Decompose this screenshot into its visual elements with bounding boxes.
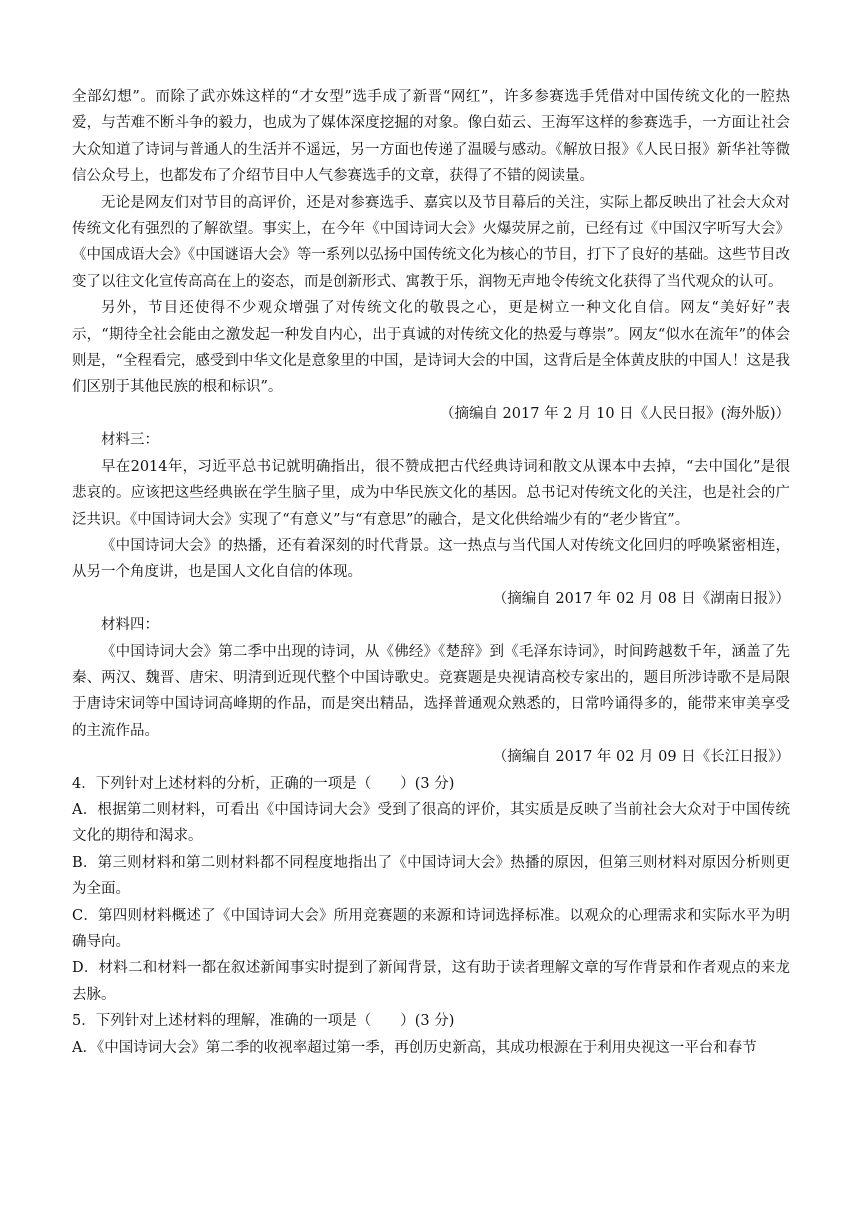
material3-para2: 《中国诗词大会》的热播，还有着深刻的时代背景。这一热点与当代国人对传统文化回归的呼唤紧密相连，从另一个角度讲，也是国人文化自信的体现。: [72, 537, 790, 581]
question-4-option-b: B．第三则材料和第二则材料都不同程度地指出了《中国诗词大会》热播的原因，但第三则材料对原因分析则更为全面。: [72, 854, 790, 898]
question-4-option-c: C．第四则材料概述了《中国诗词大会》所用竞赛题的来源和诗词选择标准。以观众的心理需求和实际水平为明确导向。: [72, 907, 790, 950]
question-4-option-a: A．根据第二则材料，可看出《中国诗词大会》受到了很高的评价，其实质是反映了当前社会大众对于中国传统文化的期待和渴求。: [72, 801, 790, 845]
question-4-option-d: D．材料二和材料一都在叙述新闻事实时提到了新闻背景，这有助于读者理解文章的写作背景和作者观点的来龙去脉。: [72, 960, 790, 1003]
material4-source: （摘编自 2017 年 02 月 09 日《长江日报》）: [492, 749, 790, 766]
document-page: [72, 84, 790, 1061]
question-4-stem: 4．下列针对上述材料的分析，正确的一项是（ ）(3 分): [72, 775, 455, 792]
material4-label: 材料四：: [101, 617, 159, 634]
material4-para1: 《中国诗词大会》第二季中出现的诗词，从《佛经》《楚辞》到《毛泽东诗词》，时间跨越数千年，涵盖了先秦、两汉、魏晋、唐宋、明清到近现代整个中国诗歌史。竞赛题是央视请高校专家出的，题目所涉诗歌不是局限于唐诗宋词等中国诗词高峰期的作品，而是突出精品，选择普通观众熟悉的，日常吟诵得多的，能带来审美享受的主流作品。: [72, 643, 790, 739]
question-5-stem: 5．下列针对上述材料的理解，准确的一项是（ ）(3 分): [72, 1013, 455, 1030]
question-5-option-a: A．《中国诗词大会》第二季的收视率超过第一季，再创历史新高，其成功根源在于利用央视这一平台和春节: [72, 1039, 757, 1056]
material2-para2: 无论是网友们对节目的高评价，还是对参赛选手、嘉宾以及节目幕后的关注，实际上都反映出了社会大众对传统文化有强烈的了解欲望。事实上，在今年《中国诗词大会》火爆荧屏之前，已经有过《中国汉字听写大会》《中国成语大会》《中国谜语大会》等一系列以弘扬中国传统文化为核心的节目，打下了良好的基础。这些节目改变了以往文化宣传高高在上的姿态，而是创新形式、寓教于乐，润物无声地令传统文化获得了当代观众的认可。: [72, 194, 790, 290]
material3-source: （摘编自 2017 年 02 月 08 日《湖南日报》）: [492, 590, 790, 607]
material3-label: 材料三：: [101, 432, 159, 449]
material2-para1: 全部幻想”。而除了武亦姝这样的“才女型”选手成了新晋“网红”，许多参赛选手凭借对中国传统文化的一腔热爱，与苦难不断斗争的毅力，也成为了媒体深度挖掘的对象。像白茹云、王海军这样的参赛选手，一方面让社会大众知道了诗词与普通人的生活并不遥远，另一方面也传递了温暖与感动。《解放日报》《人民日报》新华社等微信公众号上，也都发布了介绍节目中人气参赛选手的文章，获得了不错的阅读量。: [72, 89, 790, 185]
material2-source: （摘编自 2017 年 2 月 10 日《人民日报》(海外版)）: [439, 405, 790, 422]
material3-para1: 早在2014年，习近平总书记就明确指出，很不赞成把古代经典诗词和散文从课本中去掉，“去中国化”是很悲哀的。应该把这些经典嵌在学生脑子里，成为中华民族文化的基因。总书记对传统文化的关注，也是社会的广泛共识。《中国诗词大会》实现了“有意义”与“有意思”的融合，是文化供给端少有的“老少皆宜”。: [72, 458, 790, 528]
material2-para3: 另外，节目还使得不少观众增强了对传统文化的敬畏之心，更是树立一种文化自信。网友“美好好”表示，“期待全社会能由之激发起一种发自内心，出于真诚的对传统文化的热爱与尊崇”。网友“似水在流年”的体会则是，“全程看完，感受到中华文化是意象里的中国，是诗词大会的中国，这背后是全体黄皮肤的中国人！这是我们区别于其他民族的根和标识”。: [72, 300, 790, 396]
